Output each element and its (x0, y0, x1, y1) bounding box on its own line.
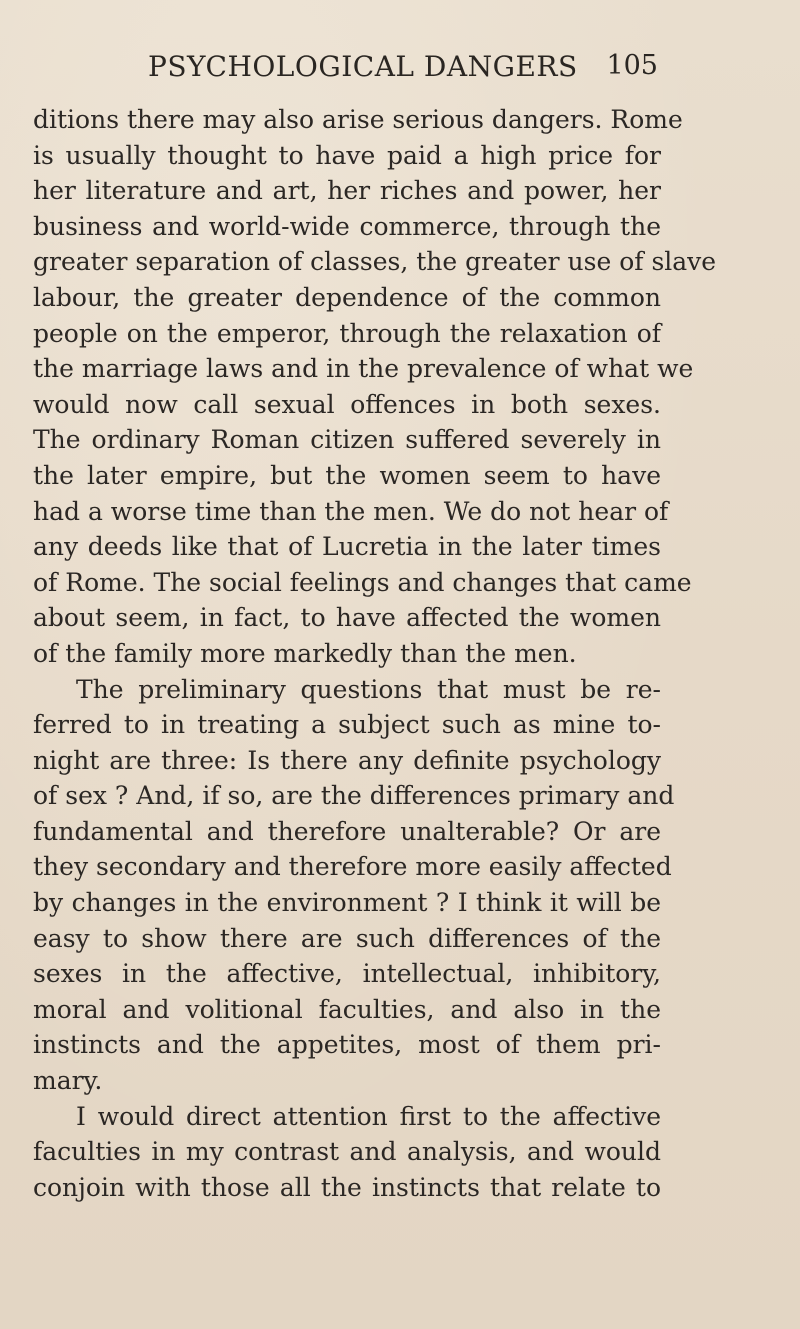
text-line: is usually thought to have paid a high price for (33, 140, 661, 170)
text-line: moral and volitional faculties, and also in the (33, 994, 661, 1024)
text-line: I would direct attention first to the affective (76, 1101, 661, 1131)
text-line: business and world-wide commerce, through the (33, 211, 661, 241)
body-text (33, 102, 717, 1205)
text-line: mary. (33, 1066, 103, 1096)
text-line: night are three: Is there any definite psychology (33, 745, 661, 775)
text-line: conjoin with those all the instincts that relate to (33, 1172, 661, 1202)
text-line: the marriage laws and in the prevalence of what we (33, 354, 694, 384)
text-line: had a worse time than the men. We do not hear of (33, 496, 669, 526)
running-head: PSYCHOLOGICAL DANGERS (148, 50, 578, 83)
text-line: the later empire, but the women seem to have (33, 460, 661, 490)
text-line: labour, the greater dependence of the common (33, 282, 661, 312)
text-line: about seem, in fact, to have affected the women (33, 603, 661, 633)
text-line: sexes in the affective, intellectual, inhibitory, (33, 959, 661, 989)
text-line: ditions there may also arise serious dangers. Rome (33, 105, 683, 134)
page-header (148, 50, 658, 94)
text-line: instincts and the appetites, most of them pri- (33, 1030, 661, 1060)
text-line: ferred to in treating a subject such as mine to- (33, 710, 661, 740)
page-number: 105 (606, 50, 658, 81)
text-line: they secondary and therefore more easily affected (33, 852, 672, 882)
text-line: The ordinary Roman citizen suffered severely in (33, 425, 661, 455)
text-line: any deeds like that of Lucretia in the later times (33, 532, 661, 562)
text-line: greater separation of classes, the greater use of slave (33, 247, 717, 277)
text-line: faculties in my contrast and analysis, and would (33, 1137, 661, 1167)
text-line: her literature and art, her riches and power, her (33, 176, 661, 206)
text-line: of the family more markedly than the men. (33, 638, 577, 668)
text-line: of Rome. The social feelings and changes that came (33, 567, 692, 597)
text-line: fundamental and therefore unalterable? Or are (33, 816, 661, 846)
text-line: easy to show there are such differences of the (33, 923, 661, 953)
text-line: people on the emperor, through the relaxation of (33, 318, 661, 348)
text-line: would now call sexual offences in both sexes. (33, 389, 661, 419)
text-line: The preliminary questions that must be re- (76, 674, 661, 704)
text-line: by changes in the environment ? I think it will be (33, 888, 661, 918)
text-line: of sex ? And, if so, are the differences primary and (33, 781, 675, 811)
